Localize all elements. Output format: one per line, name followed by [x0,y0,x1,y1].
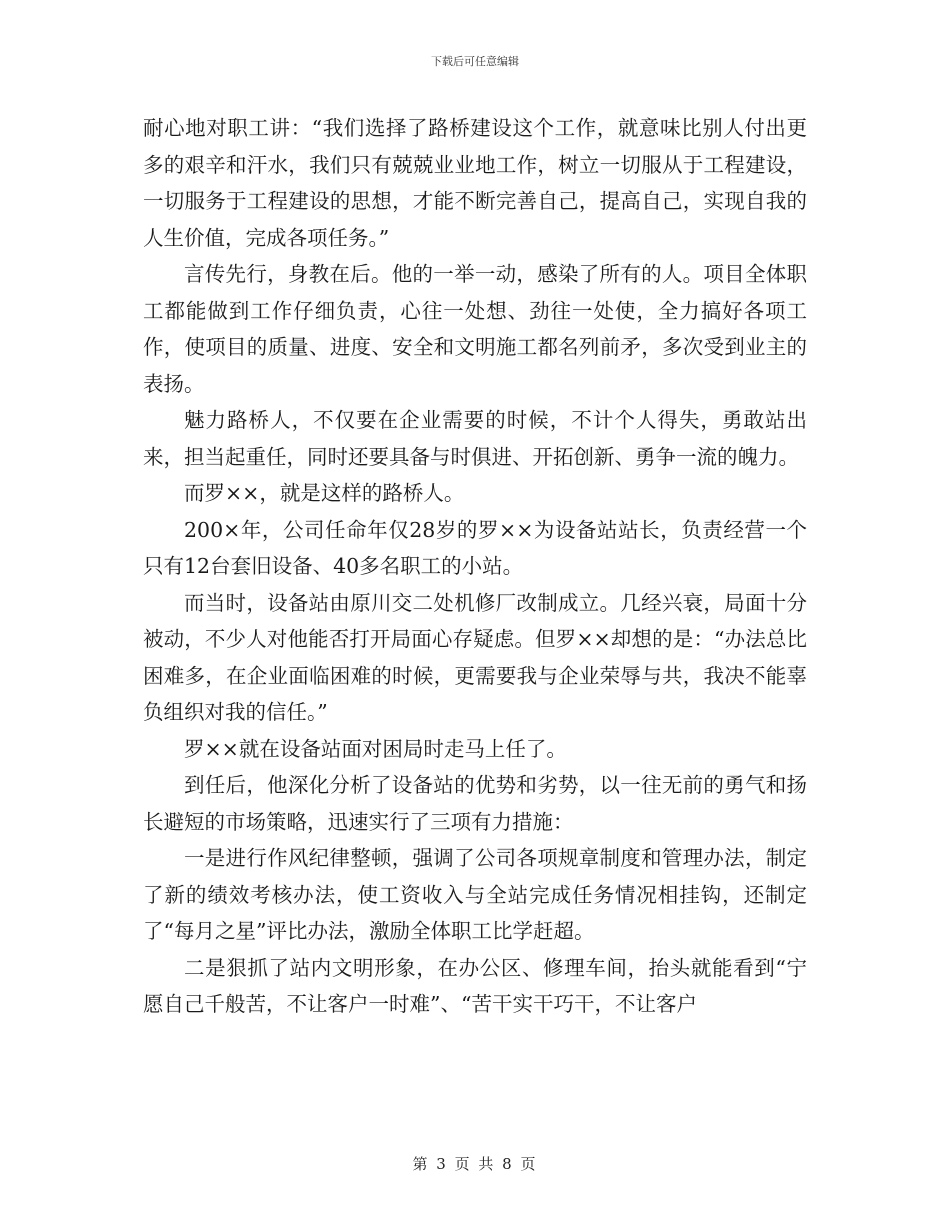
paragraph-6: 而当时，设备站由原川交二处机修厂改制成立。几经兴衰，局面十分被动，不少人对他能否打开局面心存疑虑。但罗××却想的是：“办法总比困难多，在企业面临困难的时候，更需要我与企业荣辱与共，我决不能辜负组织对我的信任。” [143,590,807,724]
paragraph-9: 一是进行作风纪律整顿，强调了公司各项规章制度和管理办法，制定了新的绩效考核办法，使工资收入与全站完成任务情况相挂钩，还制定了“每月之星”评比办法，激励全体职工比学赶超。 [143,846,807,943]
paragraph-4: 而罗××，就是这样的路桥人。 [184,481,465,505]
paragraph-10: 二是狠抓了站内文明形象，在办公区、修理车间，抬头就能看到“宁愿自己千般苦，不让客户一时难”、“苦干实干巧干，不让客户 [143,955,807,1016]
document-body [143,110,807,1023]
page-header-note: 下载后可任意编辑 [431,55,519,68]
paragraph-7: 罗××就在设备站面对困局时走马上任了。 [184,736,567,761]
paragraph-3: 魅力路桥人，不仅要在企业需要的时候，不计个人得失，勇敢站出来，担当起重任，同时还要具备与时俱进、开拓创新、勇争一流的魄力。 [143,408,807,469]
paragraph-5: 200×年，公司任命年仅28岁的罗××为设备站站长，负责经营一个只有12台套旧设备、40多名职工的小站。 [143,517,807,578]
paragraph-8: 到任后，他深化分析了设备站的优势和劣势，以一往无前的勇气和扬长避短的市场策略，迅速实行了三项有力措施： [143,773,807,834]
paragraph-2: 言传先行，身教在后。他的一举一动，感染了所有的人。项目全体职工都能做到工作仔细负责，心往一处想、劲往一处使，全力搞好各项工作，使项目的质量、进度、安全和文明施工都名列前矛，多次受到业主的表扬。 [143,262,807,396]
paragraph-1: 耐心地对职工讲：“我们选择了路桥建设这个工作，就意味比别人付出更多的艰辛和汗水，我们只有兢兢业业地工作，树立一切服从于工程建设，一切服务于工程建设的思想，才能不断完善自己，提高自己，实现自我的人生价值，完成各项任务。” [143,116,807,250]
page-number-footer: 第 3 页 共 8 页 [412,1155,538,1173]
